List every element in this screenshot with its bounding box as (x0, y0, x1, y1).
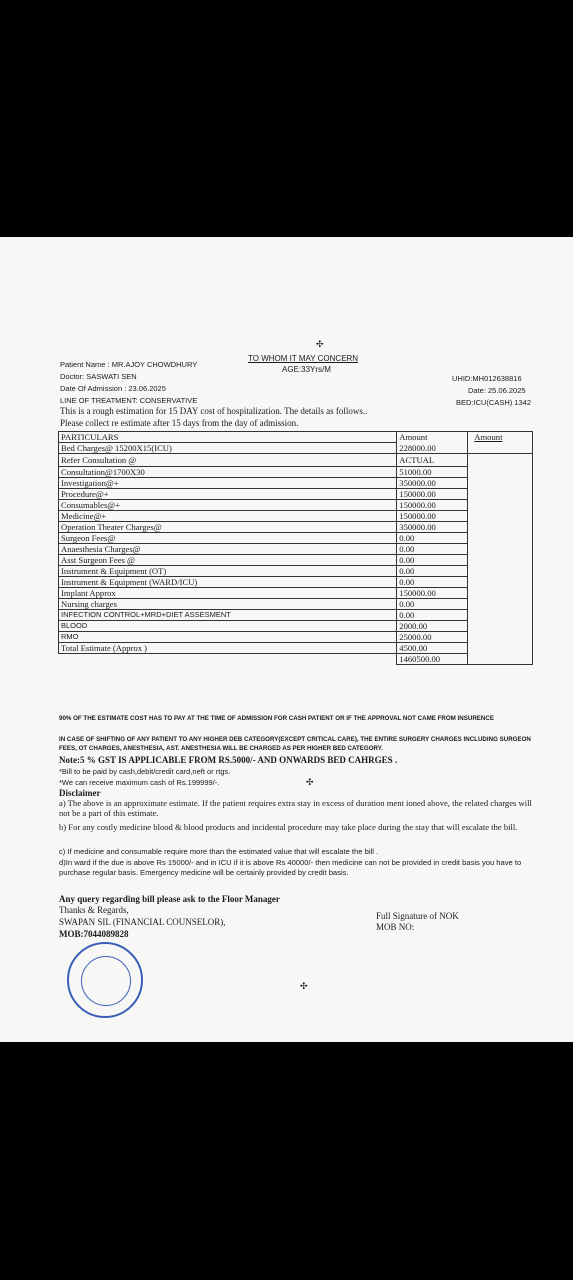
row-label: Instrument & Equipment (OT) (59, 566, 397, 577)
row-label: Medicine@+ (59, 511, 397, 522)
row-label: Surgeon Fees@ (59, 533, 397, 544)
payment-note: 90% OF THE ESTIMATE COST HAS TO PAY AT THE TIME OF ADMISSION FOR CASH PATIENT OR IF THE APPROVAL NOT CAME FROM INSURENCE (59, 715, 494, 722)
amount-header: Amount (397, 432, 468, 443)
row-label: BLOOD (59, 621, 397, 632)
disclaimer-c: c) If medicine and consumable require more than the estimated value that will escalate the bill . (59, 847, 379, 856)
row-value: 350000.00 (397, 522, 468, 533)
row-value: 150000.00 (397, 511, 468, 522)
cash-note: *We can receive maximum cash of Rs.199999/-. (59, 778, 220, 787)
treatment-line: LINE OF TREATMENT: CONSERVATIVE (60, 396, 198, 405)
table-row (59, 454, 542, 467)
row-label: Investigation@+ (59, 478, 397, 489)
row-label: Anaesthesia Charges@ (59, 544, 397, 555)
row-value: 51000.00 (397, 467, 468, 478)
row-label: Asst Surgeon Fees @ (59, 555, 397, 566)
scribble-mark: ✣ (306, 777, 314, 787)
admission-date: Date Of Admission : 23.06.2025 (60, 384, 166, 393)
row-value: 150000.00 (397, 489, 468, 500)
disclaimer-b: b) For any costly medicine blood & blood products and incidental procedure may take place during the stay that will escalate the bill. (59, 822, 518, 832)
row-value: 25000.00 (397, 632, 468, 643)
row-label: RMO (59, 632, 397, 643)
row-value: 0.00 (397, 544, 468, 555)
row-value: 0.00 (397, 566, 468, 577)
document-title: TO WHOM IT MAY CONCERN (248, 354, 359, 363)
row-value: 4500.00 (397, 643, 468, 654)
patient-name: Patient Name : MR.AJOY CHOWDHURY (60, 360, 198, 369)
counselor-name: SWAPAN SIL (FINANCIAL COUNSELOR), (59, 917, 226, 927)
row-label: Operation Theater Charges@ (59, 522, 397, 533)
row-value: 0.00 (397, 533, 468, 544)
shifting-note: IN CASE OF SHIFTING OF ANY PATIENT TO ANY HIGHER DEB CATEGORY(EXCEPT CRITICAL CARE), THE ENTIRE SURGERY CHARGES INCLUDING SURGEON FEES, OT CHARGES, ANESTHESIA, AST. ANESTHESIA WILL BE CHARGED AS PER HIGHER BED CATEGORY. (59, 736, 531, 752)
row-label: Total Estimate (Approx ) (59, 643, 397, 654)
particulars-header: PARTICULARS (59, 432, 397, 443)
nok-mob: MOB NO: (376, 922, 415, 932)
row-value: 0.00 (397, 599, 468, 610)
row-value: 150000.00 (397, 588, 468, 599)
table-header-row (59, 432, 542, 443)
row-value: 0.00 (397, 577, 468, 588)
row-label: Bed Charges@ 15200X15(ICU) (59, 443, 397, 454)
row-label: Instrument & Equipment (WARD/ICU) (59, 577, 397, 588)
bill-note: *Bill to be paid by cash,debit/credit card,neft or rtgs. (59, 767, 231, 776)
row-value: 2000.00 (397, 621, 468, 632)
row-value: 150000.00 (397, 500, 468, 511)
row-value: 228000.00 (397, 443, 468, 454)
document-sheet (0, 237, 573, 1042)
estimate-table (58, 431, 542, 665)
row-label: Implant Approx (59, 588, 397, 599)
hospital-stamp-icon (67, 942, 143, 1018)
age-text: AGE:33Yrs/M (282, 365, 331, 374)
scribble-mark: ✣ (300, 981, 308, 991)
doc-date: Date: 25.06.2025 (468, 386, 526, 395)
bed-info: BED:ICU(CASH) 1342 (456, 398, 532, 407)
intro-line-1: This is a rough estimation for 15 DAY cost of hospitalization. The details as follows.. (60, 406, 368, 416)
nok-signature: Full Signature of NOK (376, 911, 459, 921)
query-note: Any query regarding bill please ask to the Floor Manager (59, 894, 280, 904)
row-label: Refer Consultation @ (59, 454, 397, 467)
uhid: UHID:MH012638816 (452, 374, 522, 383)
row-value: 0.00 (397, 555, 468, 566)
row-value: 0.00 (397, 610, 468, 621)
row-label: Consultation@1700X30 (59, 467, 397, 478)
disclaimer-a: a) The above is an approximate estimate. If the patient requires extra stay in excess of duration ment ioned above, the related charges will not be a part of this estimate. (59, 798, 532, 818)
row-label: INFECTION CONTROL+MRD+DIET ASSESMENT (59, 610, 397, 621)
disclaimer-title: Disclaimer (59, 788, 101, 798)
row-label: Procedure@+ (59, 489, 397, 500)
gst-note: Note:5 % GST IS APPLICABLE FROM RS.5000/- AND ONWARDS BED CAHRGES . (59, 755, 398, 765)
row-value: 350000.00 (397, 478, 468, 489)
row-value: ACTUAL (397, 454, 468, 467)
row-label: Nursing charges (59, 599, 397, 610)
row-label: Consumables@+ (59, 500, 397, 511)
scribble-mark: ✣ (316, 339, 324, 349)
counselor-mob: MOB:7044089828 (59, 929, 129, 939)
amount-header-2: Amount (468, 432, 533, 454)
thanks-text: Thanks & Regards, (59, 905, 129, 915)
doctor-name: Doctor: SASWATI SEN (60, 372, 137, 381)
amount-column-blank (468, 454, 533, 665)
intro-line-2: Please collect re estimate after 15 days from the day of admission. (60, 418, 299, 428)
total-value: 1460500.00 (397, 654, 468, 665)
disclaimer-d: d)In ward if the due is above Rs 15000/- and in ICU if it is above Rs 40000/- then medicine can not be provided in credit basis you have to purchase regular basis. Emergency medicine will be certainly provided by credit basis. (59, 858, 522, 877)
row-label (59, 654, 397, 665)
